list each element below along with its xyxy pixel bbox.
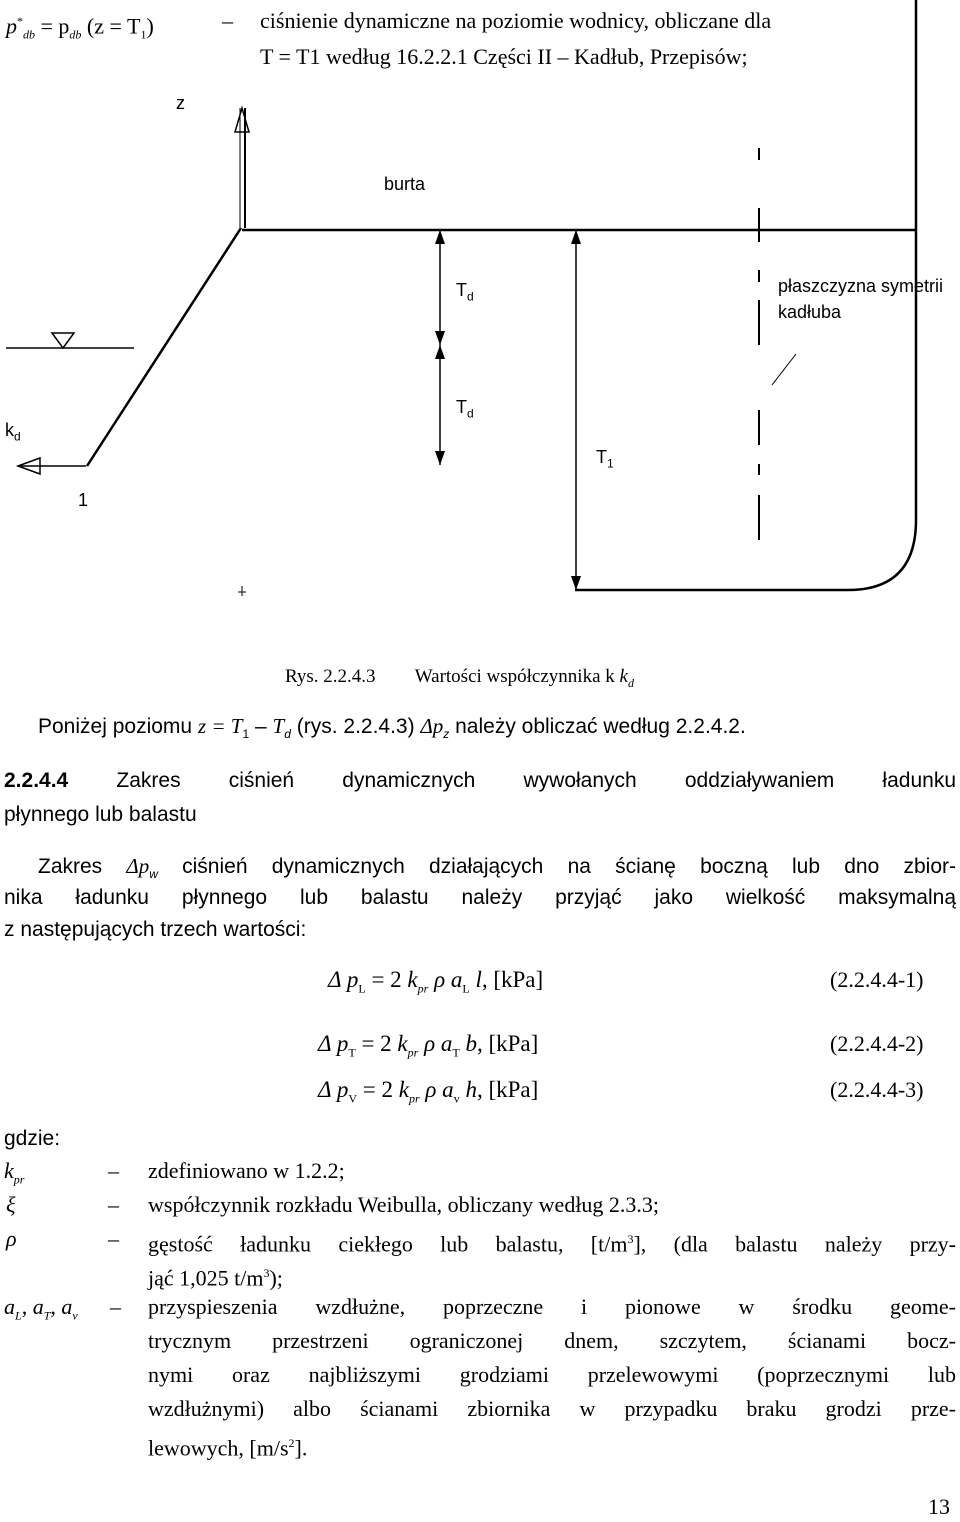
label-symmetry-plane-1: płaszczyzna symetrii <box>778 276 944 296</box>
td-lower-arrow-bottom <box>435 451 445 465</box>
waterline-symbol <box>52 333 74 348</box>
page-number: 13 <box>928 1494 950 1519</box>
label-z: z <box>176 93 185 113</box>
t1-arrow-top <box>571 230 581 244</box>
where-dash-accelerations: – <box>110 1294 121 1319</box>
label-td-upper: $T_d$ <box>456 280 474 304</box>
where-dash-kpr: – <box>108 1158 119 1183</box>
symbol-close: ) <box>146 13 154 39</box>
section-title-l2: płynnego lub balastu <box>4 803 197 826</box>
hull-figure <box>0 0 960 700</box>
td-upper-arrow-bottom <box>435 331 445 345</box>
td-lower-arrow-top <box>435 345 445 359</box>
where-text-acc-l4: wzdłużnymi) albo ścianami zbiornika w przypadku braku grodzi prze- <box>148 1396 956 1421</box>
where-text-acc-l1: przyspieszenia wzdłużne, poprzeczne i pionowe w środku geome- <box>148 1294 956 1319</box>
equation-2-number: (2.2.4.4-2) <box>830 1031 924 1056</box>
t1-arrow-bottom <box>571 576 581 590</box>
td-upper-arrow-top <box>435 230 445 244</box>
equation-3-number: (2.2.4.4-3) <box>830 1077 924 1102</box>
body-line2: nika ładunku płynnego lub balastu należy przyjąć jako wielkość maksymalną <box>4 886 956 909</box>
where-dash-xi: – <box>108 1192 119 1217</box>
top-definition-symbol: $p^*_{db} = p_{db}$ $(z = T_1)$ <box>6 13 154 42</box>
below-line: Poniżej poziomu $z = T_1 - T_d$ (rys. 2.2.4.3) $\Delta p_z$ należy obliczać według 2.2.4.2. <box>38 714 746 742</box>
figure-caption: Rys. 2.2.4.3 Wartości współczynnika k $k_d$ <box>285 666 634 690</box>
where-text-acc-l5: lewowych, $[m/s^2]$. <box>148 1435 308 1461</box>
label-one: 1 <box>78 490 89 510</box>
symmetry-plane-leader <box>772 354 796 385</box>
where-symbol-rho: ρ <box>6 1226 17 1251</box>
top-definition-line1: ciśnienie dynamiczne na poziomie wodnicy, obliczane dla <box>260 8 772 33</box>
section-heading-line1 <box>4 764 956 798</box>
hull-side-slanted <box>87 228 241 466</box>
top-definition-dash: – <box>222 8 233 33</box>
where-text-acc-l2: trycznym przestrzeni ograniczonej dnem, szczytem, ścianami bocz- <box>148 1328 956 1353</box>
caption-text: Wartości współczynnika k <box>414 666 615 687</box>
z-axis-arrow <box>235 108 249 132</box>
symbol-p: p <box>6 13 17 39</box>
equation-2: Δ $p_T = 2$ $k_{pr}$ ρ $a_T$ b, [kPa] <box>318 1031 539 1060</box>
equation-1: Δ $p_L = 2$ $k_{pr}$ ρ $a_L$ l, [kPa] <box>328 967 544 996</box>
where-text-rho-l2: jąć 1,025 $t/m^3$); <box>148 1265 283 1291</box>
section-title-l1: Zakres ciśnień dynamicznych wywołanych oddziaływaniem ładunku <box>116 769 956 792</box>
body-line1: Zakres $\Delta p_w$ ciśnień dynamicznych działających na ścianę boczną lub dno zbior- <box>38 854 956 882</box>
caption-number: Rys. 2.2.4.3 <box>285 666 376 687</box>
equation-3: Δ $p_V = 2$ $k_{pr}$ ρ $a_v$ h, [kPa] <box>318 1077 539 1106</box>
body-line3: z następujących trzech wartości: <box>4 918 307 941</box>
section-number: 2.2.4.4 <box>4 769 69 792</box>
where-text-xi: współczynnik rozkładu Weibulla, obliczany według 2.3.3; <box>148 1192 660 1217</box>
label-burta: burta <box>384 174 426 194</box>
top-definition-line2: T = T1 według 16.2.2.1 Części II – Kadłub, Przepisów; <box>260 44 748 69</box>
symbol-cond: (z = T <box>86 13 141 39</box>
equation-1-number: (2.2.4.4-1) <box>830 967 924 992</box>
where-symbol-kpr: $k_{pr}$ <box>4 1158 25 1187</box>
label-symmetry-plane-2: kadłuba <box>778 302 842 322</box>
label-kd: $k_d$ <box>5 420 21 444</box>
hull-bilge-bottom <box>575 520 916 590</box>
where-text-rho-l1: gęstość ładunku ciekłego lub balastu, $[t/m^3]$, (dla balastu należy przy- <box>148 1231 956 1257</box>
where-symbol-accelerations: $a_L$, $a_T$, $a_v$ <box>4 1294 78 1323</box>
symbol-eq: = p <box>40 13 70 39</box>
where-label: gdzie: <box>4 1127 61 1150</box>
where-text-kpr: zdefiniowano w 1.2.2; <box>148 1158 345 1183</box>
where-dash-rho: – <box>108 1226 119 1251</box>
where-symbol-xi: ξ <box>6 1192 16 1217</box>
label-t1: $T_1$ <box>596 447 614 471</box>
where-text-acc-l3: nymi oraz najbliższymi grodziami przelewowymi (poprzecznymi lub <box>148 1362 956 1387</box>
label-td-lower: $T_d$ <box>456 397 474 421</box>
